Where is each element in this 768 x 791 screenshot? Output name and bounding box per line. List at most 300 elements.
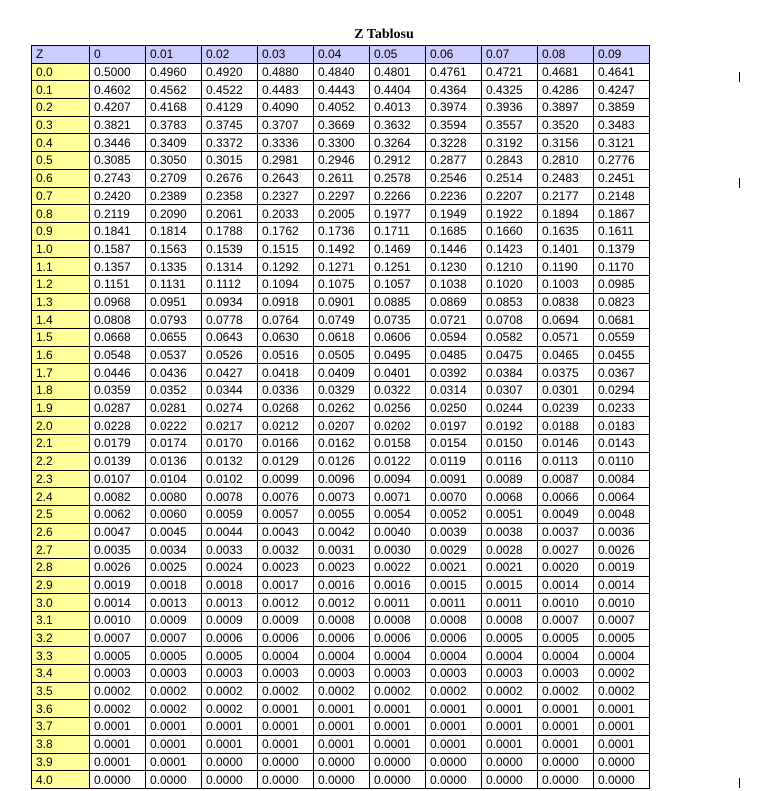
probability-cell: 0.0002 [594,665,650,683]
z-value-cell: 1.1 [32,258,90,276]
probability-cell: 0.0179 [90,435,146,453]
probability-cell: 0.0000 [482,753,538,771]
z-value-cell: 2.9 [32,576,90,594]
probability-cell: 0.1357 [90,258,146,276]
probability-cell: 0.4168 [146,99,202,117]
probability-cell: 0.0004 [482,647,538,665]
probability-cell: 0.1894 [538,205,594,223]
probability-cell: 0.0007 [538,612,594,630]
table-row [32,505,650,523]
probability-cell: 0.2033 [258,205,314,223]
probability-cell: 0.3336 [258,134,314,152]
probability-cell: 0.0217 [202,417,258,435]
probability-cell: 0.0030 [370,541,426,559]
table-row [32,647,650,665]
probability-cell: 0.1379 [594,240,650,258]
probability-cell: 0.3050 [146,152,202,170]
z-value-cell: 3.6 [32,700,90,718]
probability-cell: 0.2090 [146,205,202,223]
probability-cell: 0.0166 [258,435,314,453]
probability-cell: 0.2946 [314,152,370,170]
probability-cell: 0.0526 [202,346,258,364]
probability-cell: 0.3085 [90,152,146,170]
probability-cell: 0.0084 [594,470,650,488]
header-cell: 0.02 [202,46,258,64]
probability-cell: 0.0000 [538,771,594,789]
probability-cell: 0.0436 [146,364,202,382]
table-row [32,311,650,329]
table-body [32,63,650,788]
probability-cell: 0.0091 [426,470,482,488]
probability-cell: 0.0002 [90,682,146,700]
table-row [32,629,650,647]
probability-cell: 0.0618 [314,329,370,347]
probability-cell: 0.1711 [370,222,426,240]
header-cell: 0.03 [258,46,314,64]
probability-cell: 0.0001 [314,700,370,718]
probability-cell: 0.0018 [202,576,258,594]
probability-cell: 0.2119 [90,205,146,223]
probability-cell: 0.0418 [258,364,314,382]
probability-cell: 0.0869 [426,293,482,311]
probability-cell: 0.0017 [258,576,314,594]
probability-cell: 0.1003 [538,275,594,293]
probability-cell: 0.0116 [482,452,538,470]
probability-cell: 0.3192 [482,134,538,152]
probability-cell: 0.0016 [314,576,370,594]
probability-cell: 0.0005 [146,647,202,665]
probability-cell: 0.4286 [538,81,594,99]
probability-cell: 0.0455 [594,346,650,364]
probability-cell: 0.1170 [594,258,650,276]
table-row [32,452,650,470]
table-row [32,99,650,117]
probability-cell: 0.0001 [90,718,146,736]
z-value-cell: 3.8 [32,735,90,753]
probability-cell: 0.0013 [202,594,258,612]
z-value-cell: 2.7 [32,541,90,559]
probability-cell: 0.2514 [482,169,538,187]
probability-cell: 0.0035 [90,541,146,559]
probability-cell: 0.0001 [202,735,258,753]
probability-cell: 0.0028 [482,541,538,559]
probability-cell: 0.0150 [482,435,538,453]
probability-cell: 0.4129 [202,99,258,117]
probability-cell: 0.3821 [90,116,146,134]
probability-cell: 0.0000 [202,771,258,789]
probability-cell: 0.0027 [538,541,594,559]
probability-cell: 0.0012 [258,594,314,612]
probability-cell: 0.1210 [482,258,538,276]
probability-cell: 0.0158 [370,435,426,453]
probability-cell: 0.2061 [202,205,258,223]
probability-cell: 0.0212 [258,417,314,435]
probability-cell: 0.0170 [202,435,258,453]
probability-cell: 0.0344 [202,382,258,400]
probability-cell: 0.0749 [314,311,370,329]
probability-cell: 0.0066 [538,488,594,506]
probability-cell: 0.0005 [202,647,258,665]
probability-cell: 0.2981 [258,152,314,170]
probability-cell: 0.2483 [538,169,594,187]
probability-cell: 0.0002 [314,682,370,700]
probability-cell: 0.0228 [90,417,146,435]
probability-cell: 0.0427 [202,364,258,382]
probability-cell: 0.0052 [426,505,482,523]
probability-cell: 0.0049 [538,505,594,523]
probability-cell: 0.0002 [146,700,202,718]
probability-cell: 0.0006 [370,629,426,647]
table-row [32,558,650,576]
probability-cell: 0.1867 [594,205,650,223]
z-value-cell: 1.4 [32,311,90,329]
probability-cell: 0.0475 [482,346,538,364]
probability-cell: 0.1660 [482,222,538,240]
probability-cell: 0.2912 [370,152,426,170]
probability-cell: 0.0001 [370,735,426,753]
probability-cell: 0.0136 [146,452,202,470]
probability-cell: 0.0001 [482,700,538,718]
probability-cell: 0.0001 [594,700,650,718]
probability-cell: 0.3707 [258,116,314,134]
probability-cell: 0.0003 [202,665,258,683]
probability-cell: 0.0132 [202,452,258,470]
probability-cell: 0.0197 [426,417,482,435]
probability-cell: 0.0023 [314,558,370,576]
probability-cell: 0.0006 [426,629,482,647]
table-row [32,116,650,134]
probability-cell: 0.0003 [426,665,482,683]
probability-cell: 0.0793 [146,311,202,329]
probability-cell: 0.0002 [538,682,594,700]
probability-cell: 0.1112 [202,275,258,293]
table-row [32,682,650,700]
probability-cell: 0.0039 [426,523,482,541]
probability-cell: 0.0901 [314,293,370,311]
probability-cell: 0.0294 [594,382,650,400]
z-value-cell: 0.6 [32,169,90,187]
probability-cell: 0.4364 [426,81,482,99]
probability-cell: 0.3483 [594,116,650,134]
table-title: Z Tablosu [354,27,414,42]
z-table [31,45,650,789]
probability-cell: 0.0004 [314,647,370,665]
table-row [32,435,650,453]
probability-cell: 0.1020 [482,275,538,293]
z-value-cell: 2.6 [32,523,90,541]
probability-cell: 0.0022 [370,558,426,576]
probability-cell: 0.3409 [146,134,202,152]
z-value-cell: 0.7 [32,187,90,205]
probability-cell: 0.0000 [426,771,482,789]
probability-cell: 0.0885 [370,293,426,311]
probability-cell: 0.0096 [314,470,370,488]
table-row [32,594,650,612]
probability-cell: 0.4920 [202,63,258,81]
probability-cell: 0.0314 [426,382,482,400]
probability-cell: 0.0000 [370,771,426,789]
probability-cell: 0.2358 [202,187,258,205]
probability-cell: 0.1230 [426,258,482,276]
probability-cell: 0.0009 [202,612,258,630]
probability-cell: 0.0087 [538,470,594,488]
probability-cell: 0.0322 [370,382,426,400]
probability-cell: 0.0694 [538,311,594,329]
probability-cell: 0.3859 [594,99,650,117]
probability-cell: 0.3264 [370,134,426,152]
probability-cell: 0.0002 [202,700,258,718]
probability-cell: 0.0606 [370,329,426,347]
probability-cell: 0.4090 [258,99,314,117]
probability-cell: 0.0001 [146,735,202,753]
probability-cell: 0.1635 [538,222,594,240]
probability-cell: 0.0001 [90,735,146,753]
probability-cell: 0.0000 [594,753,650,771]
probability-cell: 0.0000 [538,753,594,771]
z-value-cell: 1.2 [32,275,90,293]
probability-cell: 0.0054 [370,505,426,523]
probability-cell: 0.0002 [370,682,426,700]
z-value-cell: 3.4 [32,665,90,683]
probability-cell: 0.0082 [90,488,146,506]
header-cell: 0.05 [370,46,426,64]
table-row [32,576,650,594]
probability-cell: 0.0002 [482,682,538,700]
probability-cell: 0.1075 [314,275,370,293]
probability-cell: 0.0202 [370,417,426,435]
probability-cell: 0.0001 [146,718,202,736]
header-cell: 0.07 [482,46,538,64]
table-row [32,417,650,435]
table-row [32,169,650,187]
probability-cell: 0.3156 [538,134,594,152]
z-value-cell: 2.5 [32,505,90,523]
probability-cell: 0.0001 [594,735,650,753]
probability-cell: 0.3897 [538,99,594,117]
probability-cell: 0.0329 [314,382,370,400]
probability-cell: 0.0192 [482,417,538,435]
probability-cell: 0.3228 [426,134,482,152]
probability-cell: 0.0401 [370,364,426,382]
probability-cell: 0.1401 [538,240,594,258]
table-row [32,470,650,488]
probability-cell: 0.0005 [594,629,650,647]
probability-cell: 0.0044 [202,523,258,541]
probability-cell: 0.0001 [370,718,426,736]
probability-cell: 0.2843 [482,152,538,170]
edge-tick [739,178,740,188]
probability-cell: 0.2643 [258,169,314,187]
probability-cell: 0.0051 [482,505,538,523]
probability-cell: 0.0001 [202,718,258,736]
probability-cell: 0.0918 [258,293,314,311]
probability-cell: 0.0162 [314,435,370,453]
z-value-cell: 0.0 [32,63,90,81]
probability-cell: 0.2327 [258,187,314,205]
probability-cell: 0.4325 [482,81,538,99]
probability-cell: 0.0001 [258,718,314,736]
probability-cell: 0.4404 [370,81,426,99]
probability-cell: 0.0026 [594,541,650,559]
z-value-cell: 4.0 [32,771,90,789]
probability-cell: 0.0064 [594,488,650,506]
probability-cell: 0.3594 [426,116,482,134]
probability-cell: 0.0023 [258,558,314,576]
probability-cell: 0.2578 [370,169,426,187]
probability-cell: 0.0031 [314,541,370,559]
probability-cell: 0.3520 [538,116,594,134]
probability-cell: 0.0043 [258,523,314,541]
table-row [32,222,650,240]
probability-cell: 0.0010 [594,594,650,612]
probability-cell: 0.0808 [90,311,146,329]
z-value-cell: 0.9 [32,222,90,240]
probability-cell: 0.0146 [538,435,594,453]
probability-cell: 0.0239 [538,399,594,417]
probability-cell: 0.2709 [146,169,202,187]
probability-cell: 0.0018 [146,576,202,594]
probability-cell: 0.2743 [90,169,146,187]
probability-cell: 0.0001 [594,718,650,736]
probability-cell: 0.1841 [90,222,146,240]
z-value-cell: 1.0 [32,240,90,258]
table-row [32,488,650,506]
z-value-cell: 0.1 [32,81,90,99]
table-row [32,329,650,347]
probability-cell: 0.0020 [538,558,594,576]
probability-cell: 0.0110 [594,452,650,470]
probability-cell: 0.0113 [538,452,594,470]
z-value-cell: 1.3 [32,293,90,311]
probability-cell: 0.4641 [594,63,650,81]
header-cell: Z [32,46,90,64]
probability-cell: 0.0548 [90,346,146,364]
probability-cell: 0.0000 [90,771,146,789]
probability-cell: 0.3372 [202,134,258,152]
probability-cell: 0.0034 [146,541,202,559]
probability-cell: 0.0004 [594,647,650,665]
z-value-cell: 0.4 [32,134,90,152]
probability-cell: 0.0060 [146,505,202,523]
probability-cell: 0.3015 [202,152,258,170]
probability-cell: 0.0010 [90,612,146,630]
probability-cell: 0.2776 [594,152,650,170]
z-value-cell: 0.2 [32,99,90,117]
probability-cell: 0.2389 [146,187,202,205]
probability-cell: 0.0104 [146,470,202,488]
probability-cell: 0.0495 [370,346,426,364]
z-value-cell: 2.4 [32,488,90,506]
probability-cell: 0.0129 [258,452,314,470]
probability-cell: 0.0001 [538,718,594,736]
probability-cell: 0.3300 [314,134,370,152]
probability-cell: 0.0183 [594,417,650,435]
probability-cell: 0.0021 [426,558,482,576]
probability-cell: 0.0143 [594,435,650,453]
probability-cell: 0.0778 [202,311,258,329]
probability-cell: 0.0008 [426,612,482,630]
probability-cell: 0.0012 [314,594,370,612]
probability-cell: 0.0009 [146,612,202,630]
probability-cell: 0.0643 [202,329,258,347]
probability-cell: 0.4247 [594,81,650,99]
header-cell: 0.01 [146,46,202,64]
probability-cell: 0.0934 [202,293,258,311]
probability-cell: 0.4443 [314,81,370,99]
probability-cell: 0.0000 [258,771,314,789]
probability-cell: 0.0047 [90,523,146,541]
probability-cell: 0.0409 [314,364,370,382]
table-row [32,382,650,400]
probability-cell: 0.0014 [594,576,650,594]
z-value-cell: 3.9 [32,753,90,771]
probability-cell: 0.0000 [482,771,538,789]
probability-cell: 0.3974 [426,99,482,117]
probability-cell: 0.0006 [314,629,370,647]
probability-cell: 0.1314 [202,258,258,276]
probability-cell: 0.0071 [370,488,426,506]
probability-cell: 0.1977 [370,205,426,223]
probability-cell: 0.0571 [538,329,594,347]
probability-cell: 0.0000 [314,771,370,789]
probability-cell: 0.0057 [258,505,314,523]
probability-cell: 0.0126 [314,452,370,470]
probability-cell: 0.0250 [426,399,482,417]
table-row [32,240,650,258]
probability-cell: 0.0015 [426,576,482,594]
probability-cell: 0.0024 [202,558,258,576]
probability-cell: 0.0668 [90,329,146,347]
probability-cell: 0.1788 [202,222,258,240]
table-row [32,523,650,541]
table-row [32,63,650,81]
probability-cell: 0.0630 [258,329,314,347]
table-header [32,46,650,64]
z-value-cell: 2.1 [32,435,90,453]
z-value-cell: 1.9 [32,399,90,417]
probability-cell: 0.4761 [426,63,482,81]
probability-cell: 0.1292 [258,258,314,276]
probability-cell: 0.0037 [538,523,594,541]
table-row [32,700,650,718]
probability-cell: 0.3745 [202,116,258,134]
probability-cell: 0.1423 [482,240,538,258]
probability-cell: 0.3557 [482,116,538,134]
probability-cell: 0.1563 [146,240,202,258]
probability-cell: 0.0222 [146,417,202,435]
probability-cell: 0.3121 [594,134,650,152]
probability-cell: 0.1685 [426,222,482,240]
probability-cell: 0.4562 [146,81,202,99]
probability-cell: 0.0359 [90,382,146,400]
probability-cell: 0.2297 [314,187,370,205]
probability-cell: 0.0764 [258,311,314,329]
probability-cell: 0.0823 [594,293,650,311]
probability-cell: 0.4880 [258,63,314,81]
probability-cell: 0.0139 [90,452,146,470]
probability-cell: 0.0033 [202,541,258,559]
probability-cell: 0.0233 [594,399,650,417]
probability-cell: 0.3632 [370,116,426,134]
probability-cell: 0.0004 [426,647,482,665]
probability-cell: 0.1949 [426,205,482,223]
header-cell: 0.09 [594,46,650,64]
probability-cell: 0.0001 [258,735,314,753]
z-value-cell: 0.3 [32,116,90,134]
probability-cell: 0.4681 [538,63,594,81]
probability-cell: 0.0001 [314,735,370,753]
probability-cell: 0.0001 [146,753,202,771]
